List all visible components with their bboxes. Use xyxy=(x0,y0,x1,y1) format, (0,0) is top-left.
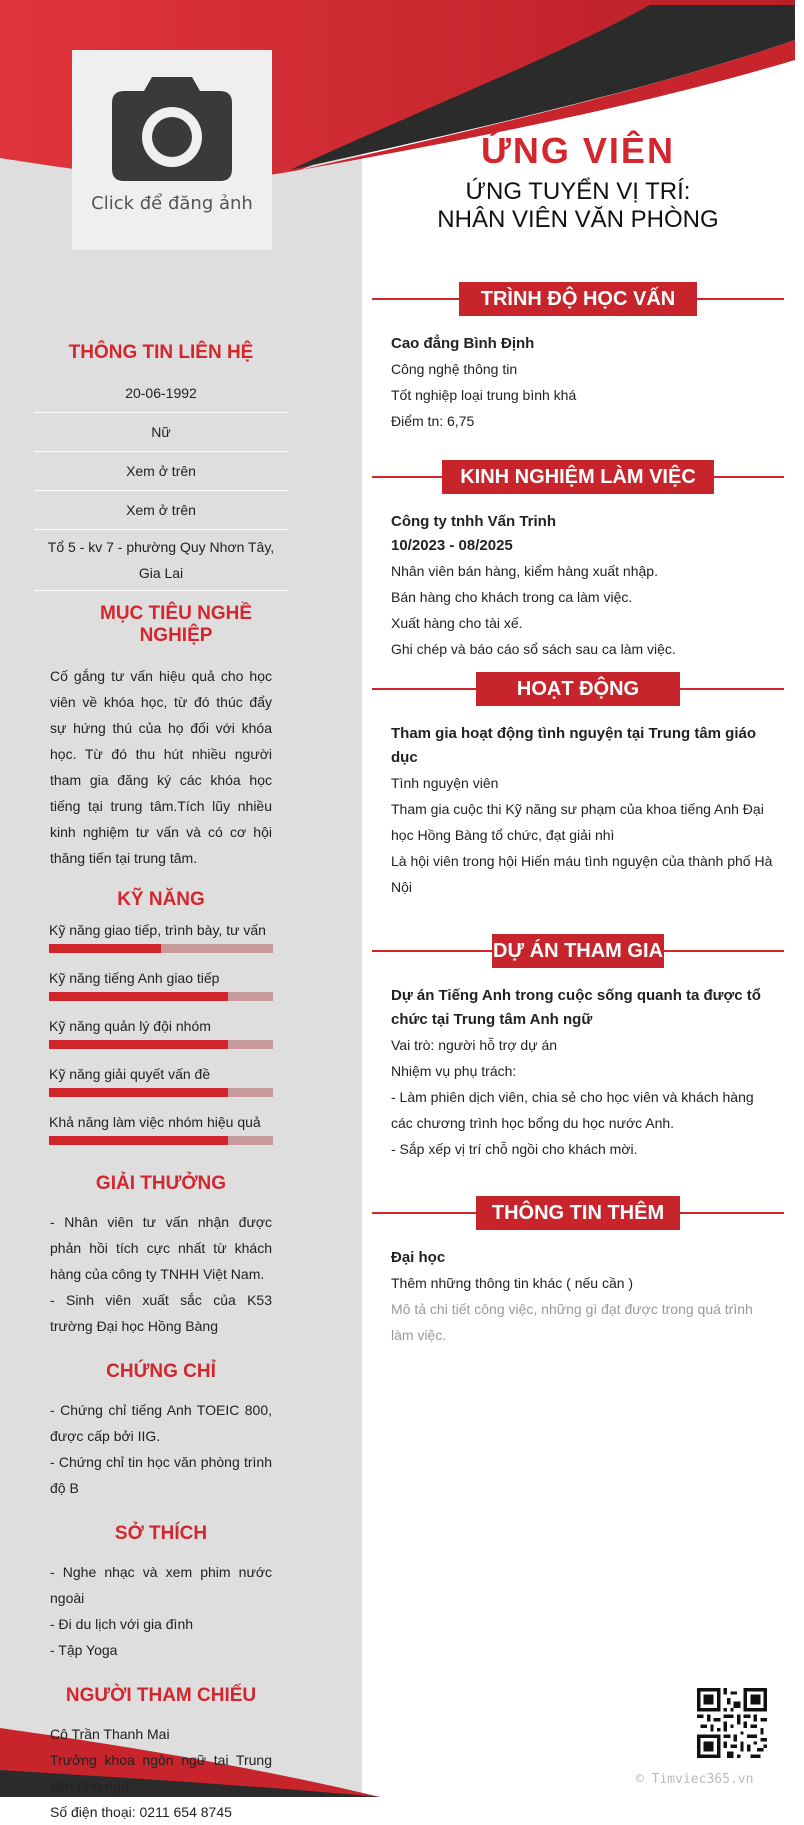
activities-title: HOẠT ĐỘNG xyxy=(476,672,680,706)
projects-title: DỰ ÁN THAM GIA xyxy=(492,934,664,968)
certificate-item: - Chứng chỉ tin học văn phòng trình độ B xyxy=(50,1454,272,1496)
award-item: - Sinh viên xuất sắc của K53 trường Đại học Hồng Bàng xyxy=(50,1292,272,1334)
skill-item xyxy=(34,1017,288,1049)
skill-bar xyxy=(49,1136,273,1145)
education-line: Tốt nghiệp loại trung bình khá xyxy=(391,387,577,403)
extra-line: Thêm những thông tin khác ( nếu cần ) xyxy=(391,1275,634,1291)
projects-heading: Dự án Tiếng Anh trong cuộc sống quanh ta được tổ chức tại Trung tâm Anh ngữ xyxy=(391,987,761,1028)
position-line-1: ỨNG TUYỂN VỊ TRÍ: xyxy=(465,178,691,205)
skill-fill xyxy=(49,944,161,953)
skill-item xyxy=(34,1065,288,1097)
left-column xyxy=(34,330,288,1825)
education-entry xyxy=(391,332,774,434)
hobby-item: - Đi du lịch với gia đình xyxy=(50,1616,194,1632)
projects-line: Vai trò: người hỗ trợ dự án xyxy=(391,1037,558,1053)
education-title: TRÌNH ĐỘ HỌC VẤN xyxy=(459,282,697,316)
education-line: Điểm tn: 6,75 xyxy=(391,413,475,429)
skills-title: KỸ NĂNG xyxy=(117,889,205,910)
extra-entry xyxy=(391,1246,774,1348)
contact-phone: Xem ở trên xyxy=(34,452,288,491)
experience-title: KINH NGHIỆM LÀM VIỆC xyxy=(442,460,714,494)
contact-address: Tổ 5 - kv 7 - phường Quy Nhơn Tây, Gia Lai xyxy=(34,530,288,591)
experience-period: 10/2023 - 08/2025 xyxy=(391,537,513,554)
objective-title: MỤC TIÊU NGHỀ NGHIỆP xyxy=(100,603,252,646)
hobbies-title: SỞ THÍCH xyxy=(114,1523,208,1544)
experience-header xyxy=(372,460,784,494)
skill-bar xyxy=(49,1088,273,1097)
activities-line: Tình nguyện viên xyxy=(391,775,499,791)
skill-fill xyxy=(49,1136,228,1145)
certificates-title: CHỨNG CHỈ xyxy=(106,1361,216,1382)
education-line: Công nghệ thông tin xyxy=(391,361,518,377)
skill-bar xyxy=(49,944,273,953)
references-list xyxy=(34,1721,288,1825)
hobby-item: - Nghe nhạc và xem phim nước ngoài xyxy=(50,1564,272,1606)
camera-icon xyxy=(112,77,232,181)
contact-list xyxy=(34,374,288,591)
hobby-item: - Tập Yoga xyxy=(50,1642,118,1658)
experience-line: Bán hàng cho khách trong ca làm việc. xyxy=(391,589,633,605)
activities-header xyxy=(372,672,784,706)
experience-line: Ghi chép và báo cáo sổ sách sau ca làm việc. xyxy=(391,641,676,657)
extra-title: THÔNG TIN THÊM xyxy=(476,1196,680,1230)
skill-label: Kỹ năng tiếng Anh giao tiếp xyxy=(49,970,220,986)
contact-gender: Nữ xyxy=(34,413,288,452)
skill-item xyxy=(34,969,288,1001)
education-school: Cao đẳng Bình Định xyxy=(391,335,535,352)
award-item: - Nhân viên tư vấn nhận được phản hồi tích cực nhất từ khách hàng của công ty TNHH Việt Nam. xyxy=(50,1214,272,1282)
skill-bar xyxy=(49,1040,273,1049)
activities-heading: Tham gia hoạt động tình nguyện tại Trung tâm giáo dục xyxy=(391,725,756,766)
contact-email: Xem ở trên xyxy=(34,491,288,530)
watermark: © Timviec365.vn xyxy=(636,1772,754,1787)
extra-heading: Đại học xyxy=(391,1249,446,1266)
qr-code-icon xyxy=(697,1688,767,1758)
extra-header xyxy=(372,1196,784,1230)
objective-text: Cố gắng tư vấn hiệu quả cho học viên về khóa học, từ đó thúc đẩy sự hứng thú của họ đối với khóa học. Từ đó thu hút nhiều người tham gia đăng ký các khóa học tiếng tại trung tâm.Tích lũy nhiều kinh nghiệm tư vấn và có cơ hội thăng tiến tại trung tâm. xyxy=(50,668,272,866)
hobbies-list xyxy=(34,1559,288,1663)
position-line-2: NHÂN VIÊN VĂN PHÒNG xyxy=(437,206,719,233)
projects-line: Nhiệm vụ phụ trách: xyxy=(391,1063,517,1079)
skills-list xyxy=(34,921,288,1145)
education-header xyxy=(372,282,784,316)
reference-phone: Số điện thoại: 0211 654 8745 xyxy=(50,1804,232,1820)
reference-name: Cô Trần Thanh Mai xyxy=(50,1726,170,1742)
experience-line: Nhân viên bán hàng, kiểm hàng xuất nhập. xyxy=(391,563,658,579)
activities-line: Tham gia cuộc thi Kỹ năng sư phạm của khoa tiếng Anh Đại học Hồng Bàng tổ chức, đạt giải nhì xyxy=(391,801,764,843)
awards-list xyxy=(34,1209,288,1339)
certificates-list xyxy=(34,1397,288,1501)
skill-fill xyxy=(49,992,228,1001)
projects-header xyxy=(372,934,784,968)
skill-label: Kỹ năng giao tiếp, trình bày, tư vấn xyxy=(49,922,266,938)
experience-company: Công ty tnhh Vấn Trinh xyxy=(391,513,556,530)
experience-entry xyxy=(391,510,774,662)
experience-line: Xuất hàng cho tài xế. xyxy=(391,615,523,631)
skill-item xyxy=(34,1113,288,1145)
photo-caption: Click để đăng ảnh xyxy=(91,192,253,214)
activities-entry xyxy=(391,722,774,900)
activities-line: Là hội viên trong hội Hiến máu tình nguyện của thành phố Hà Nội xyxy=(391,853,773,895)
skill-label: Kỹ năng giải quyết vấn đề xyxy=(49,1066,211,1082)
right-column xyxy=(372,130,784,1348)
references-title: NGƯỜI THAM CHIẾU xyxy=(65,1685,257,1706)
candidate-name: ỨNG VIÊN xyxy=(481,130,675,171)
extra-muted: Mô tả chi tiết công việc, những gì đạt được trong quá trình làm việc. xyxy=(391,1301,753,1343)
skill-label: Khả năng làm việc nhóm hiệu quả xyxy=(49,1114,261,1130)
reference-role: Trưởng khoa ngôn ngữ tại Trung tâm Anh ngữ xyxy=(50,1752,272,1794)
skill-label: Kỹ năng quản lý đội nhóm xyxy=(49,1018,211,1034)
awards-title: GIẢI THƯỞNG xyxy=(95,1173,227,1194)
certificate-item: - Chứng chỉ tiếng Anh TOEIC 800, được cấp bởi IIG. xyxy=(50,1402,272,1444)
contact-dob: 20-06-1992 xyxy=(34,374,288,413)
skill-item xyxy=(34,921,288,953)
skill-fill xyxy=(49,1040,228,1049)
projects-entry xyxy=(391,984,774,1162)
contact-title: THÔNG TIN LIÊN HỆ xyxy=(68,342,254,363)
photo-upload[interactable] xyxy=(72,50,272,250)
projects-line: - Làm phiên dịch viên, chia sẻ cho học viên và khách hàng các chương trình học bổng du học nước Anh. xyxy=(391,1089,754,1131)
projects-line: - Sắp xếp vị trí chỗ ngồi cho khách mời. xyxy=(391,1141,638,1157)
skill-bar xyxy=(49,992,273,1001)
skill-fill xyxy=(49,1088,228,1097)
